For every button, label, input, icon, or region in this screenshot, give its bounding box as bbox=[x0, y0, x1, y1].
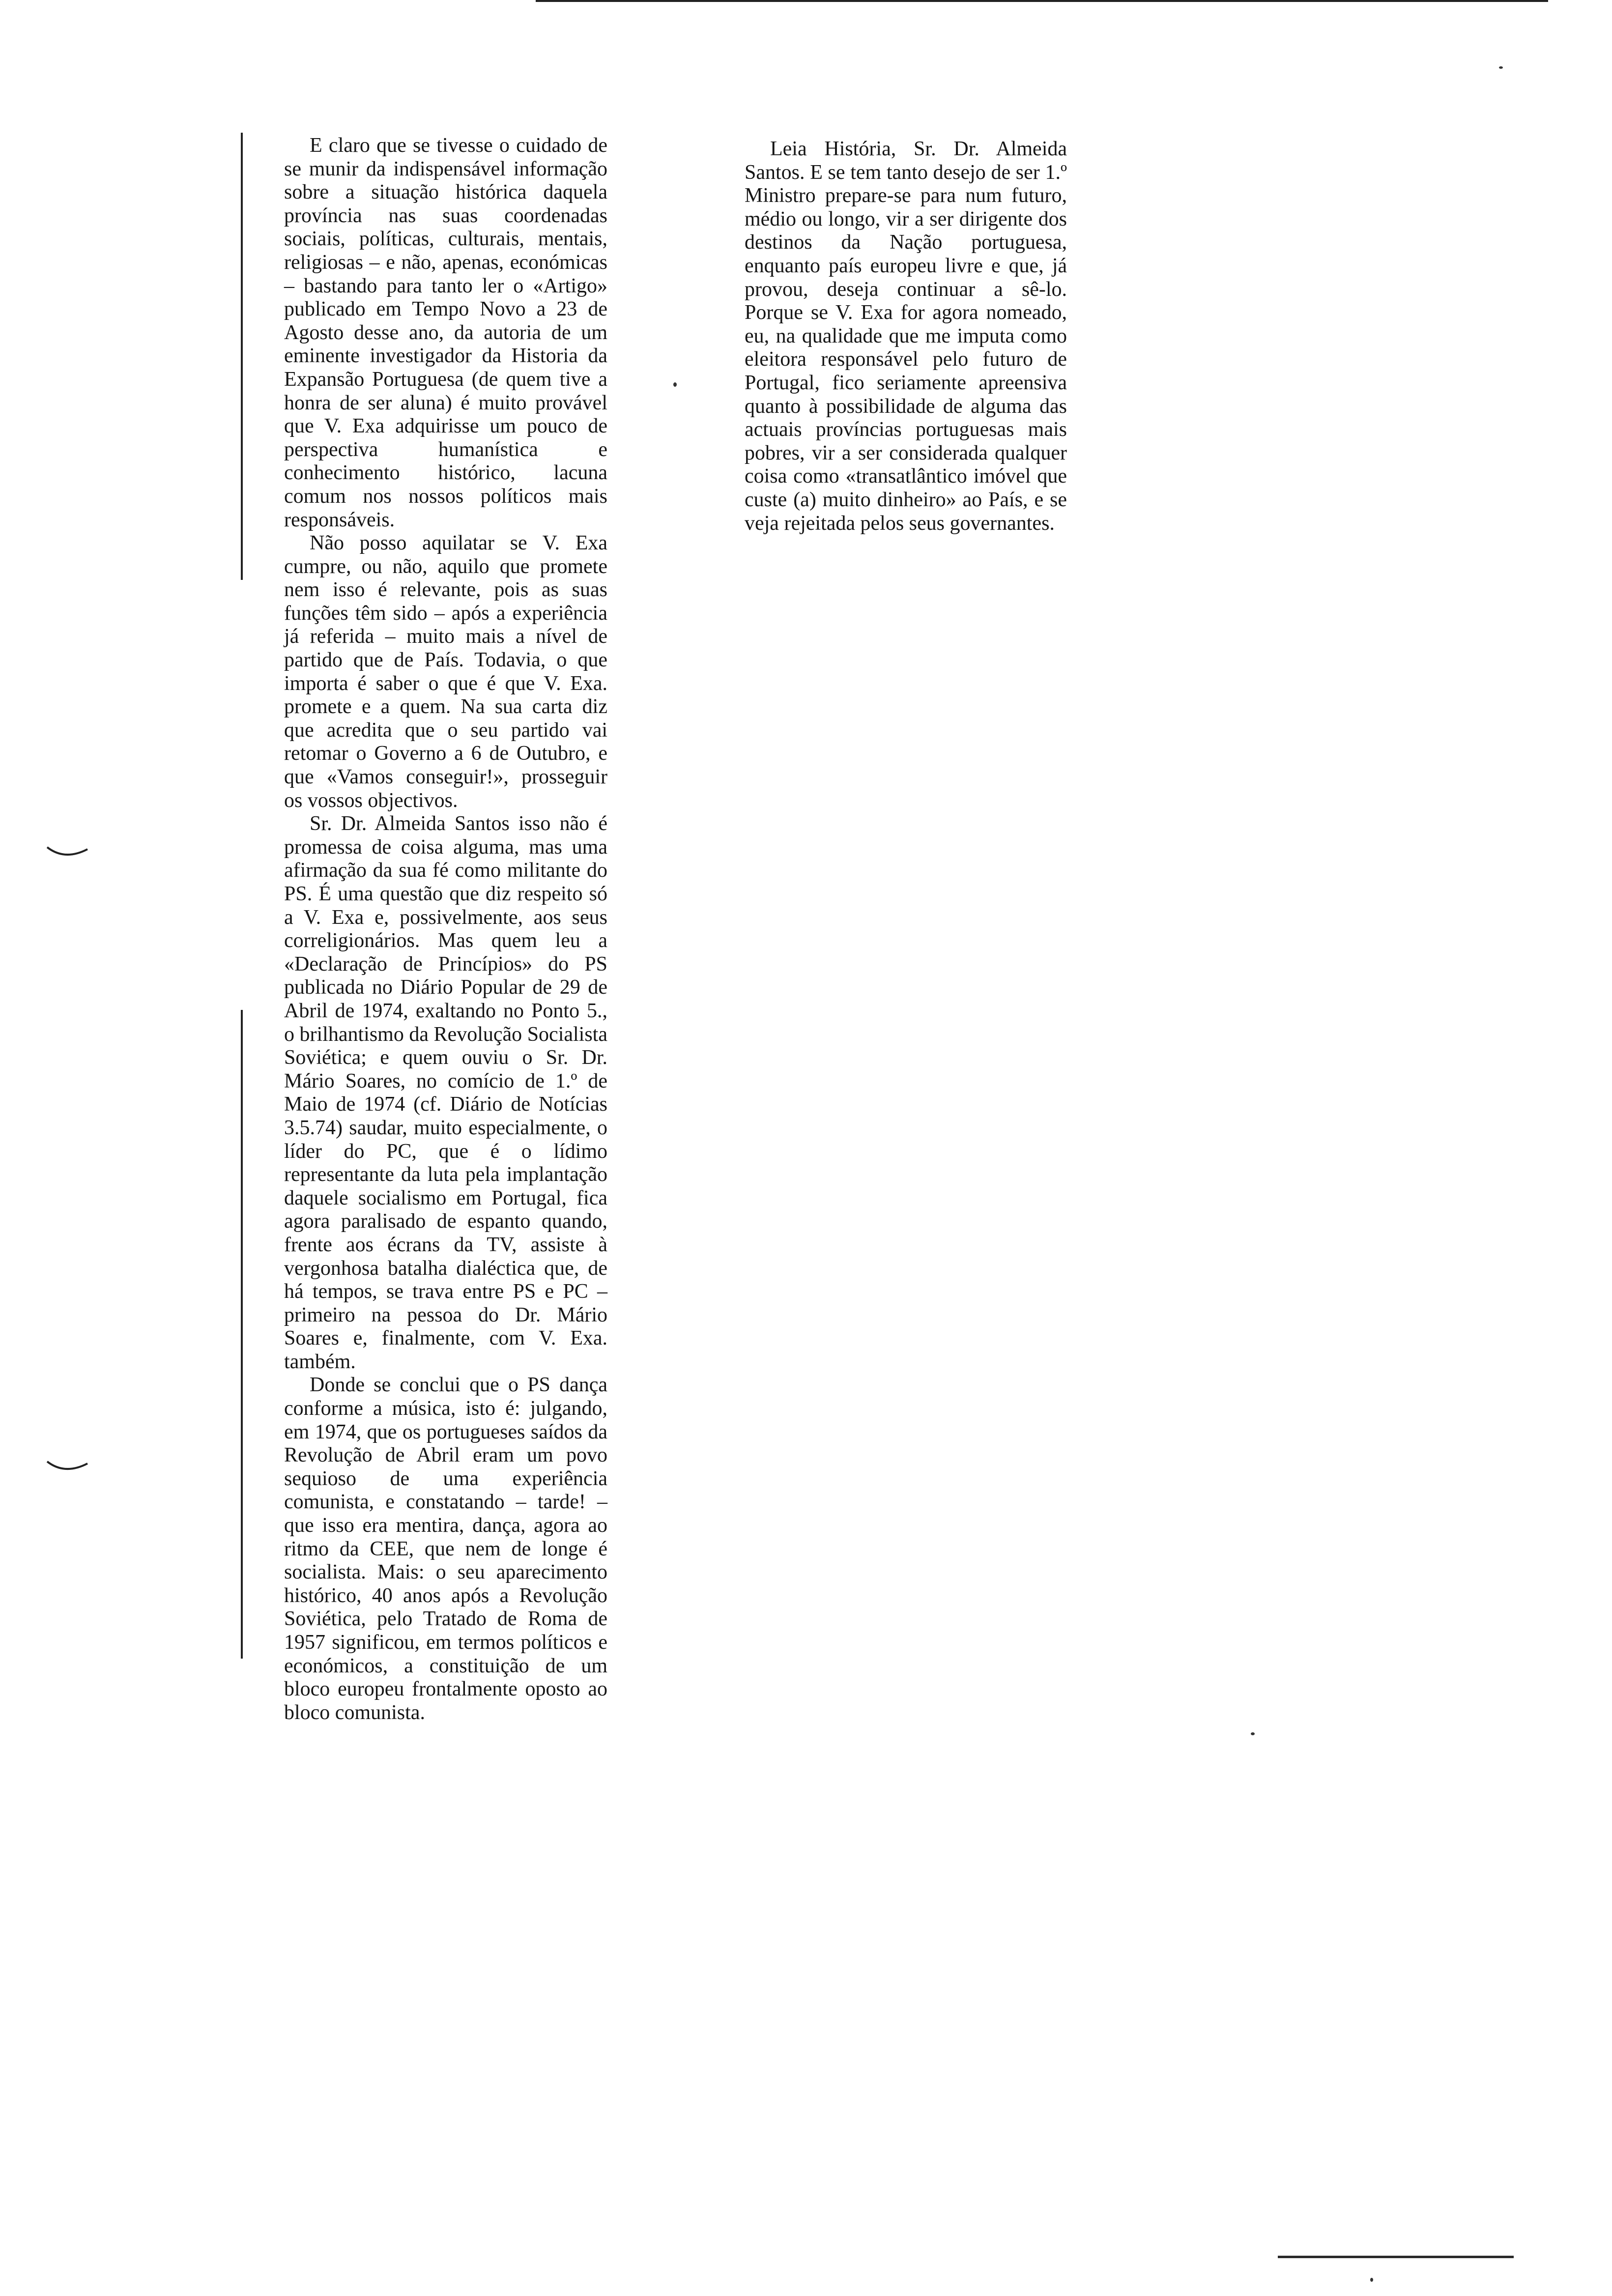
scan-speck bbox=[1251, 1732, 1255, 1735]
article-column-right bbox=[745, 138, 1067, 535]
paragraph: Sr. Dr. Almeida Santos isso não é promessa de coisa alguma, mas uma afirmação da sua fé como militante do PS. É uma questão que diz respeito só a V. Exa e, possivelmente, aos seus correligionários. Mas quem leu a «Declaração de Princípios» do PS publicada no Diário Popular de 29 de Abril de 1974, exaltando no Ponto 5., o brilhantismo da Revolução Socialista Soviética; e quem ouviu o Sr. Dr. Mário Soares, no comício de 1.º de Maio de 1974 (cf. Diário de Notícias 3.5.74) saudar, muito especialmente, o líder do PC, que é o lídimo representante da luta pela implantação daquele socialismo em Portugal, fica agora paralisado de espanto quando, frente aos écrans da TV, assiste à vergonhosa batalha dialéctica que, de há tempos, se trava entre PS e PC – primeiro na pessoa do Dr. Mário Soares e, finalmente, com V. Exa. também. bbox=[284, 812, 607, 1373]
article-column-left bbox=[284, 134, 607, 1724]
paragraph: Leia História, Sr. Dr. Almeida Santos. E se tem tanto desejo de ser 1.º Ministro prepare-se para num futuro, médio ou longo, vir a ser dirigente dos destinos da Nação portuguesa, enquanto país europeu livre e que, já provou, deseja continuar a sê-lo. Porque se V. Exa for agora nomeado, eu, na qualidade que me imputa como eleitora responsável pelo futuro de Portugal, fico seriamente apreensiva quanto à possibilidade de alguma das actuais províncias portuguesas mais pobres, vir a ser considerada qualquer coisa como «transatlântico imóvel que custe (a) muito dinheiro» ao País, e se veja rejeitada pelos seus governantes. bbox=[745, 138, 1067, 535]
scan-speck bbox=[1499, 66, 1503, 69]
scan-speck bbox=[673, 382, 677, 387]
paragraph: Não posso aquilatar se V. Exa cumpre, ou não, aquilo que promete nem isso é relevante, pois as suas funções têm sido – após a experiência já referida – muito mais a nível de partido que de País. Todavia, o que importa é saber o que é que V. Exa. promete e a quem. Na sua carta diz que acredita que o seu partido vai retomar o Governo a 6 de Outubro, e que «Vamos conseguir!», prosseguir os vossos objectivos. bbox=[284, 532, 607, 812]
bracket-mark-upper bbox=[45, 844, 89, 864]
margin-bar-lower bbox=[241, 1010, 243, 1659]
scan-speck bbox=[1370, 2278, 1373, 2282]
bracket-mark-lower bbox=[45, 1459, 89, 1478]
bottom-edge-rule bbox=[1278, 2256, 1514, 2258]
paragraph: E claro que se tivesse o cuidado de se munir da indispensável informação sobre a situação histórica daquela província nas suas coordenadas sociais, políticas, culturais, mentais, religiosas – e não, apenas, económicas – bastando para tanto ler o «Artigo» publicado em Tempo Novo a 23 de Agosto desse ano, da autoria de um eminente investigador da Historia da Expansão Portuguesa (de quem tive a honra de ser aluna) é muito provável que V. Exa adquirisse um pouco de perspectiva humanística e conhecimento histórico, lacuna comum nos nossos políticos mais responsáveis. bbox=[284, 134, 607, 531]
margin-bar-upper bbox=[241, 133, 243, 580]
paragraph: Donde se conclui que o PS dança conforme a música, isto é: julgando, em 1974, que os portugueses saídos da Revolução de Abril eram um povo sequioso de uma experiência comunista, e constatando – tarde! – que isso era mentira, dança, agora ao ritmo da CEE, que nem de longe é socialista. Mais: o seu aparecimento histórico, 40 anos após a Revolução Soviética, pelo Tratado de Roma de 1957 significou, em termos políticos e económicos, a constituição de um bloco europeu frontalmente oposto ao bloco comunista. bbox=[284, 1374, 607, 1724]
top-edge-rule bbox=[536, 0, 1548, 2]
